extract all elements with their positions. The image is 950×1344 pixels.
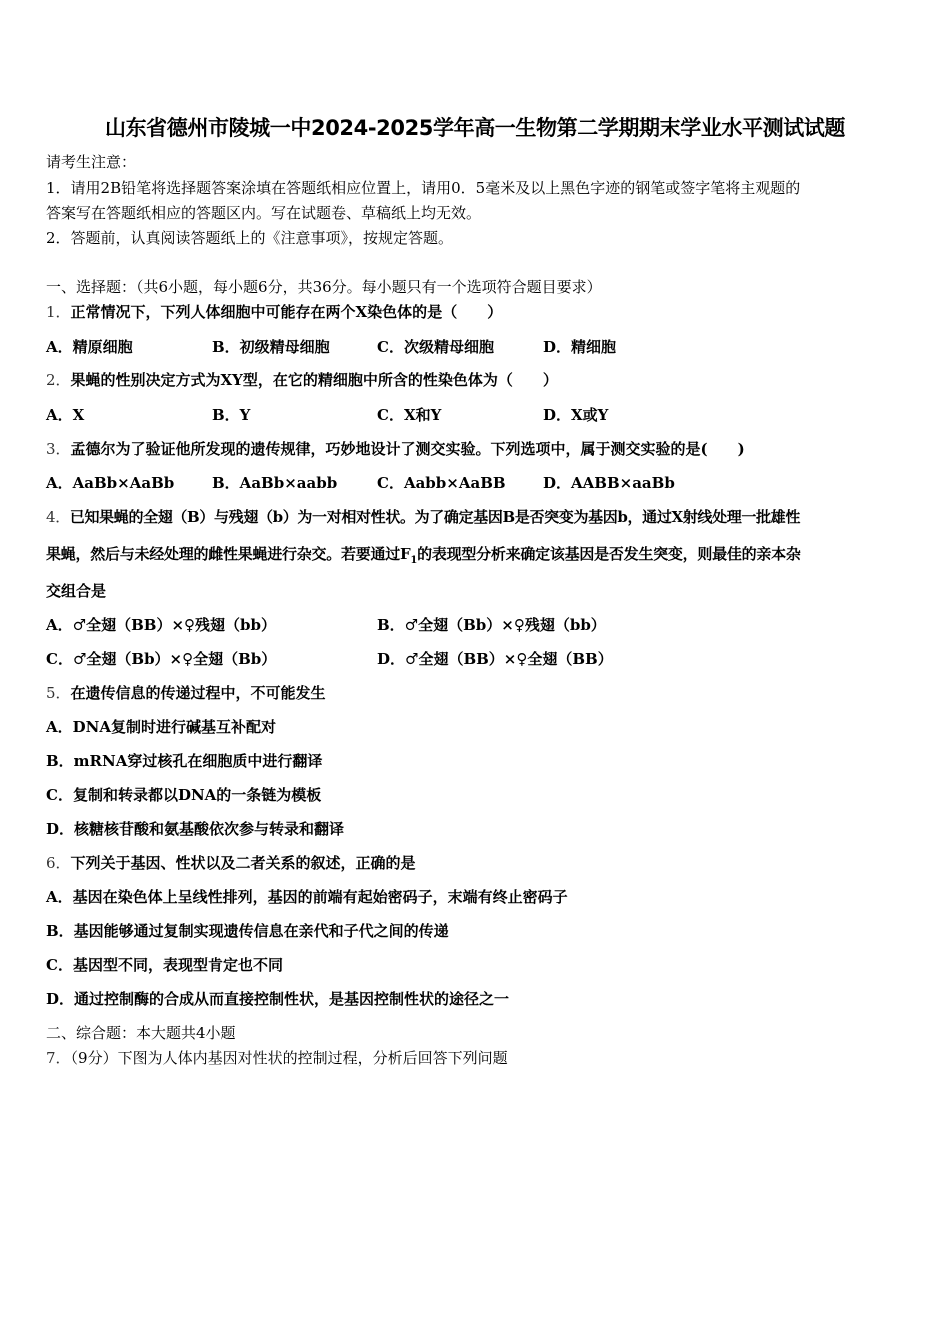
- question-3-option-d[interactable]: D．AABB×aaBb: [543, 474, 675, 492]
- question-4-subscript: 1: [410, 555, 418, 566]
- question-5-option-a[interactable]: A．DNA复制时进行碱基互补配对: [46, 718, 276, 736]
- section-1-heading: 一、选择题：（共6小题，每小题6分，共36分。每小题只有一个选项符合题目要求）: [46, 278, 602, 296]
- question-2-option-d[interactable]: D．X或Y: [543, 406, 609, 424]
- question-4-stem-line-2: [46, 544, 801, 571]
- question-3-text: 孟德尔为了验证他所发现的遗传规律，巧妙地设计了测交实验。下列选项中，属于测交实验的是( ): [70, 440, 745, 458]
- question-3-stem: [46, 439, 745, 459]
- question-2-text: 果蝇的性别决定方式为XY型，在它的精细胞中所含的性染色体为（ ）: [70, 371, 558, 389]
- question-5-option-d[interactable]: D．核糖核苷酸和氨基酸依次参与转录和翻译: [46, 820, 345, 838]
- section-2-heading: 二、综合题：本大题共4小题: [46, 1024, 236, 1042]
- question-1-stem: [46, 302, 502, 322]
- question-6-option-d[interactable]: D．通过控制酶的合成从而直接控制性状，是基因控制性状的途径之一: [46, 990, 510, 1008]
- question-1-option-a[interactable]: A．精原细胞: [46, 338, 133, 356]
- question-6-option-a[interactable]: A．基因在染色体上呈线性排列，基因的前端有起始密码子，末端有终止密码子: [46, 888, 568, 906]
- notice-item-1-line-2: 答案写在答题纸相应的答题区内。写在试题卷、草稿纸上均无效。: [46, 204, 482, 222]
- notice-item-1-line-1: 1．请用2B铅笔将选择题答案涂填在答题纸相应位置上，请用0．5毫米及以上黑色字迹的钢笔或签字笔将主观题的: [46, 179, 801, 197]
- question-1-option-b[interactable]: B．初级精母细胞: [212, 338, 330, 356]
- question-6-option-b[interactable]: B．基因能够通过复制实现遗传信息在亲代和子代之间的传递: [46, 922, 449, 940]
- page-title: 山东省德州市陵城一中2024-2025学年高一生物第二学期期末学业水平测试试题: [104, 116, 845, 140]
- question-7-stem: [46, 1048, 508, 1068]
- question-1-option-c[interactable]: C．次级精母细胞: [377, 338, 494, 356]
- question-4-text-1: 已知果蝇的全翅（B）与残翅（b）为一对相对性状。为了确定基因B是否突变为基因b，通过X射线处理一批雄性: [69, 508, 800, 526]
- question-1-option-d[interactable]: D．精细胞: [543, 338, 617, 356]
- question-2-stem: [46, 370, 558, 390]
- question-4-number: 4．: [46, 508, 70, 526]
- question-4-option-c[interactable]: C．♂全翅（Bb）×♀全翅（Bb）: [46, 650, 277, 668]
- question-5-option-c[interactable]: C．复制和转录都以DNA的一条链为模板: [46, 786, 322, 804]
- question-6-number: 6．: [46, 854, 71, 872]
- question-4-option-a[interactable]: A．♂全翅（BB）×♀残翅（bb）: [46, 616, 276, 634]
- question-4-text-2b: 的表现型分析来确定该基因是否发生突变，则最佳的亲本杂: [417, 545, 801, 563]
- question-2-number: 2．: [46, 371, 71, 389]
- question-1-text: 正常情况下，下列人体细胞中可能存在两个X染色体的是（ ）: [70, 303, 503, 321]
- question-5-text: 在遗传信息的传递过程中，不可能发生: [70, 684, 326, 702]
- question-6-option-c[interactable]: C．基因型不同，表现型肯定也不同: [46, 956, 283, 974]
- question-2-option-c[interactable]: C．X和Y: [377, 406, 442, 424]
- question-4-stem-line-1: [46, 507, 800, 527]
- question-7-number: 7．: [46, 1049, 71, 1067]
- question-4-option-d[interactable]: D．♂全翅（BB）×♀全翅（BB）: [377, 650, 613, 668]
- question-4-option-b[interactable]: B．♂全翅（Bb）×♀残翅（bb）: [377, 616, 606, 634]
- question-3-option-b[interactable]: B．AaBb×aabb: [212, 474, 338, 492]
- question-1-number: 1．: [46, 303, 71, 321]
- question-6-stem: [46, 853, 416, 873]
- question-7-text: （9分）下图为人体内基因对性状的控制过程，分析后回答下列问题: [70, 1049, 508, 1067]
- notice-item-2: 2．答题前，认真阅读答题纸上的《注意事项》，按规定答题。: [46, 229, 454, 247]
- question-3-option-c[interactable]: C．Aabb×AaBB: [377, 474, 506, 492]
- question-4-text-2a: 果蝇，然后与未经处理的雌性果蝇进行杂交。若要通过F: [46, 545, 411, 563]
- question-3-option-a[interactable]: A．AaBb×AaBb: [46, 474, 175, 492]
- question-2-option-a[interactable]: A．X: [46, 406, 85, 424]
- question-5-stem: [46, 683, 326, 703]
- question-5-number: 5．: [46, 684, 71, 702]
- question-3-number: 3．: [46, 440, 71, 458]
- question-5-option-b[interactable]: B．mRNA穿过核孔在细胞质中进行翻译: [46, 752, 323, 770]
- question-4-stem-line-3: 交组合是: [46, 582, 107, 600]
- question-2-option-b[interactable]: B．Y: [212, 406, 251, 424]
- question-6-text: 下列关于基因、性状以及二者关系的叙述，正确的是: [70, 854, 416, 872]
- notice-heading: 请考生注意：: [46, 153, 137, 171]
